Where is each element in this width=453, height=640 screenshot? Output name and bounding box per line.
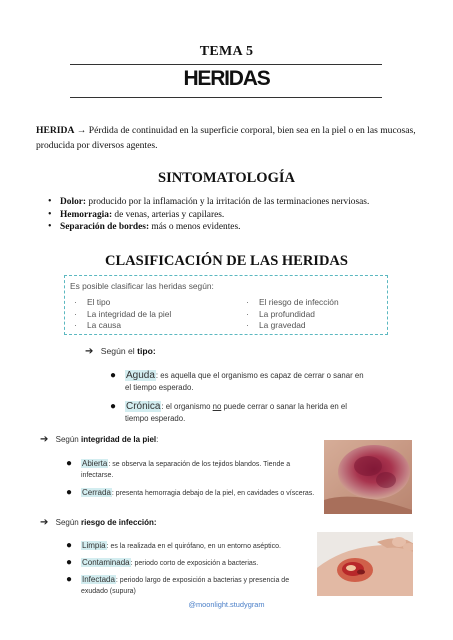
bottom-divider (70, 97, 382, 98)
list-item: • Separación de bordes: más o menos evidentes. (48, 221, 438, 234)
list-item: · La integridad de la piel (70, 309, 171, 321)
bullet-icon: ● (110, 401, 117, 412)
symptoms-list (48, 196, 438, 234)
list-item: • Dolor: producido por la inflamación y la irritación de las terminaciones nerviosas. (48, 196, 438, 209)
classification-criteria-box (64, 275, 388, 335)
list-item: ● Infectada: periodo largo de exposición a bacterias y presencia de exudado (supura) (66, 574, 290, 595)
bullet-icon: ● (66, 557, 73, 568)
box-intro: Es posible clasificar las heridas según: (70, 281, 214, 291)
top-divider (70, 64, 382, 65)
list-item: ● Contaminada: periodo corto de exposición a bacterias. (66, 557, 259, 568)
classification-heading: CLASIFICACIÓN DE LAS HERIDAS (105, 253, 348, 269)
list-item: • Hemorragia: de venas, arterias y capilares. (48, 209, 438, 222)
list-item: · El tipo (70, 297, 171, 309)
definition-text: Pérdida de continuidad en la superficie corporal, bien sea en la piel o en las mucosas, producida por diversos agentes. (36, 125, 416, 151)
symptoms-heading: SINTOMATOLOGÍA (158, 170, 295, 186)
list-item: ● Cerrada: presenta hemorragia debajo de la piel, en cavidades o vísceras. (66, 487, 315, 498)
wound-image-icon (317, 532, 413, 596)
bruise-image-icon (324, 440, 412, 514)
list-item: ● Crónica: el organismo no puede cerrar o sanar la herida en el tiempo esperado. (110, 401, 347, 423)
list-item: ● Aguda: es aquella que el organismo es capaz de cerrar o sanar en el tiempo esperado. (110, 370, 364, 392)
integrity-subheading: ➔ Según integridad de la piel: (40, 434, 159, 445)
list-item: ● Limpia: es la realizada en el quirófano, en un entorno aséptico. (66, 540, 281, 551)
arrow-right-icon: ➔ (40, 517, 49, 528)
criteria-right-column (242, 297, 339, 332)
bullet-icon: ● (66, 540, 73, 551)
list-item: · La profundidad (242, 309, 339, 321)
type-subheading: ➔ Según el tipo: (85, 346, 156, 357)
definition-term: HERIDA (36, 125, 75, 136)
list-item: · La gravedad (242, 320, 339, 332)
list-item: · El riesgo de infección (242, 297, 339, 309)
bullet-icon: ● (110, 370, 117, 381)
bruise-photo (324, 440, 412, 514)
definition-paragraph (36, 123, 426, 153)
arrow-right-icon: ➔ (85, 346, 94, 357)
page-title: HERIDAS (183, 67, 270, 90)
infected-wound-photo (317, 532, 413, 596)
criteria-left-column (70, 297, 171, 332)
topic-number: TEMA 5 (199, 44, 254, 59)
arrow-right-icon: ➔ (40, 434, 49, 445)
arrow-icon: → (76, 125, 87, 136)
infection-subheading: ➔ Según riesgo de infección: (40, 517, 157, 528)
author-credit-link[interactable]: @moonlight.studygram (188, 600, 265, 609)
bullet-icon: ● (66, 458, 73, 469)
bullet-icon: ● (66, 574, 73, 585)
list-item: ● Abierta: se observa la separación de los tejidos blandos. Tiende a infectarse. (66, 458, 291, 479)
bullet-icon: ● (66, 487, 73, 498)
list-item: · La causa (70, 320, 171, 332)
